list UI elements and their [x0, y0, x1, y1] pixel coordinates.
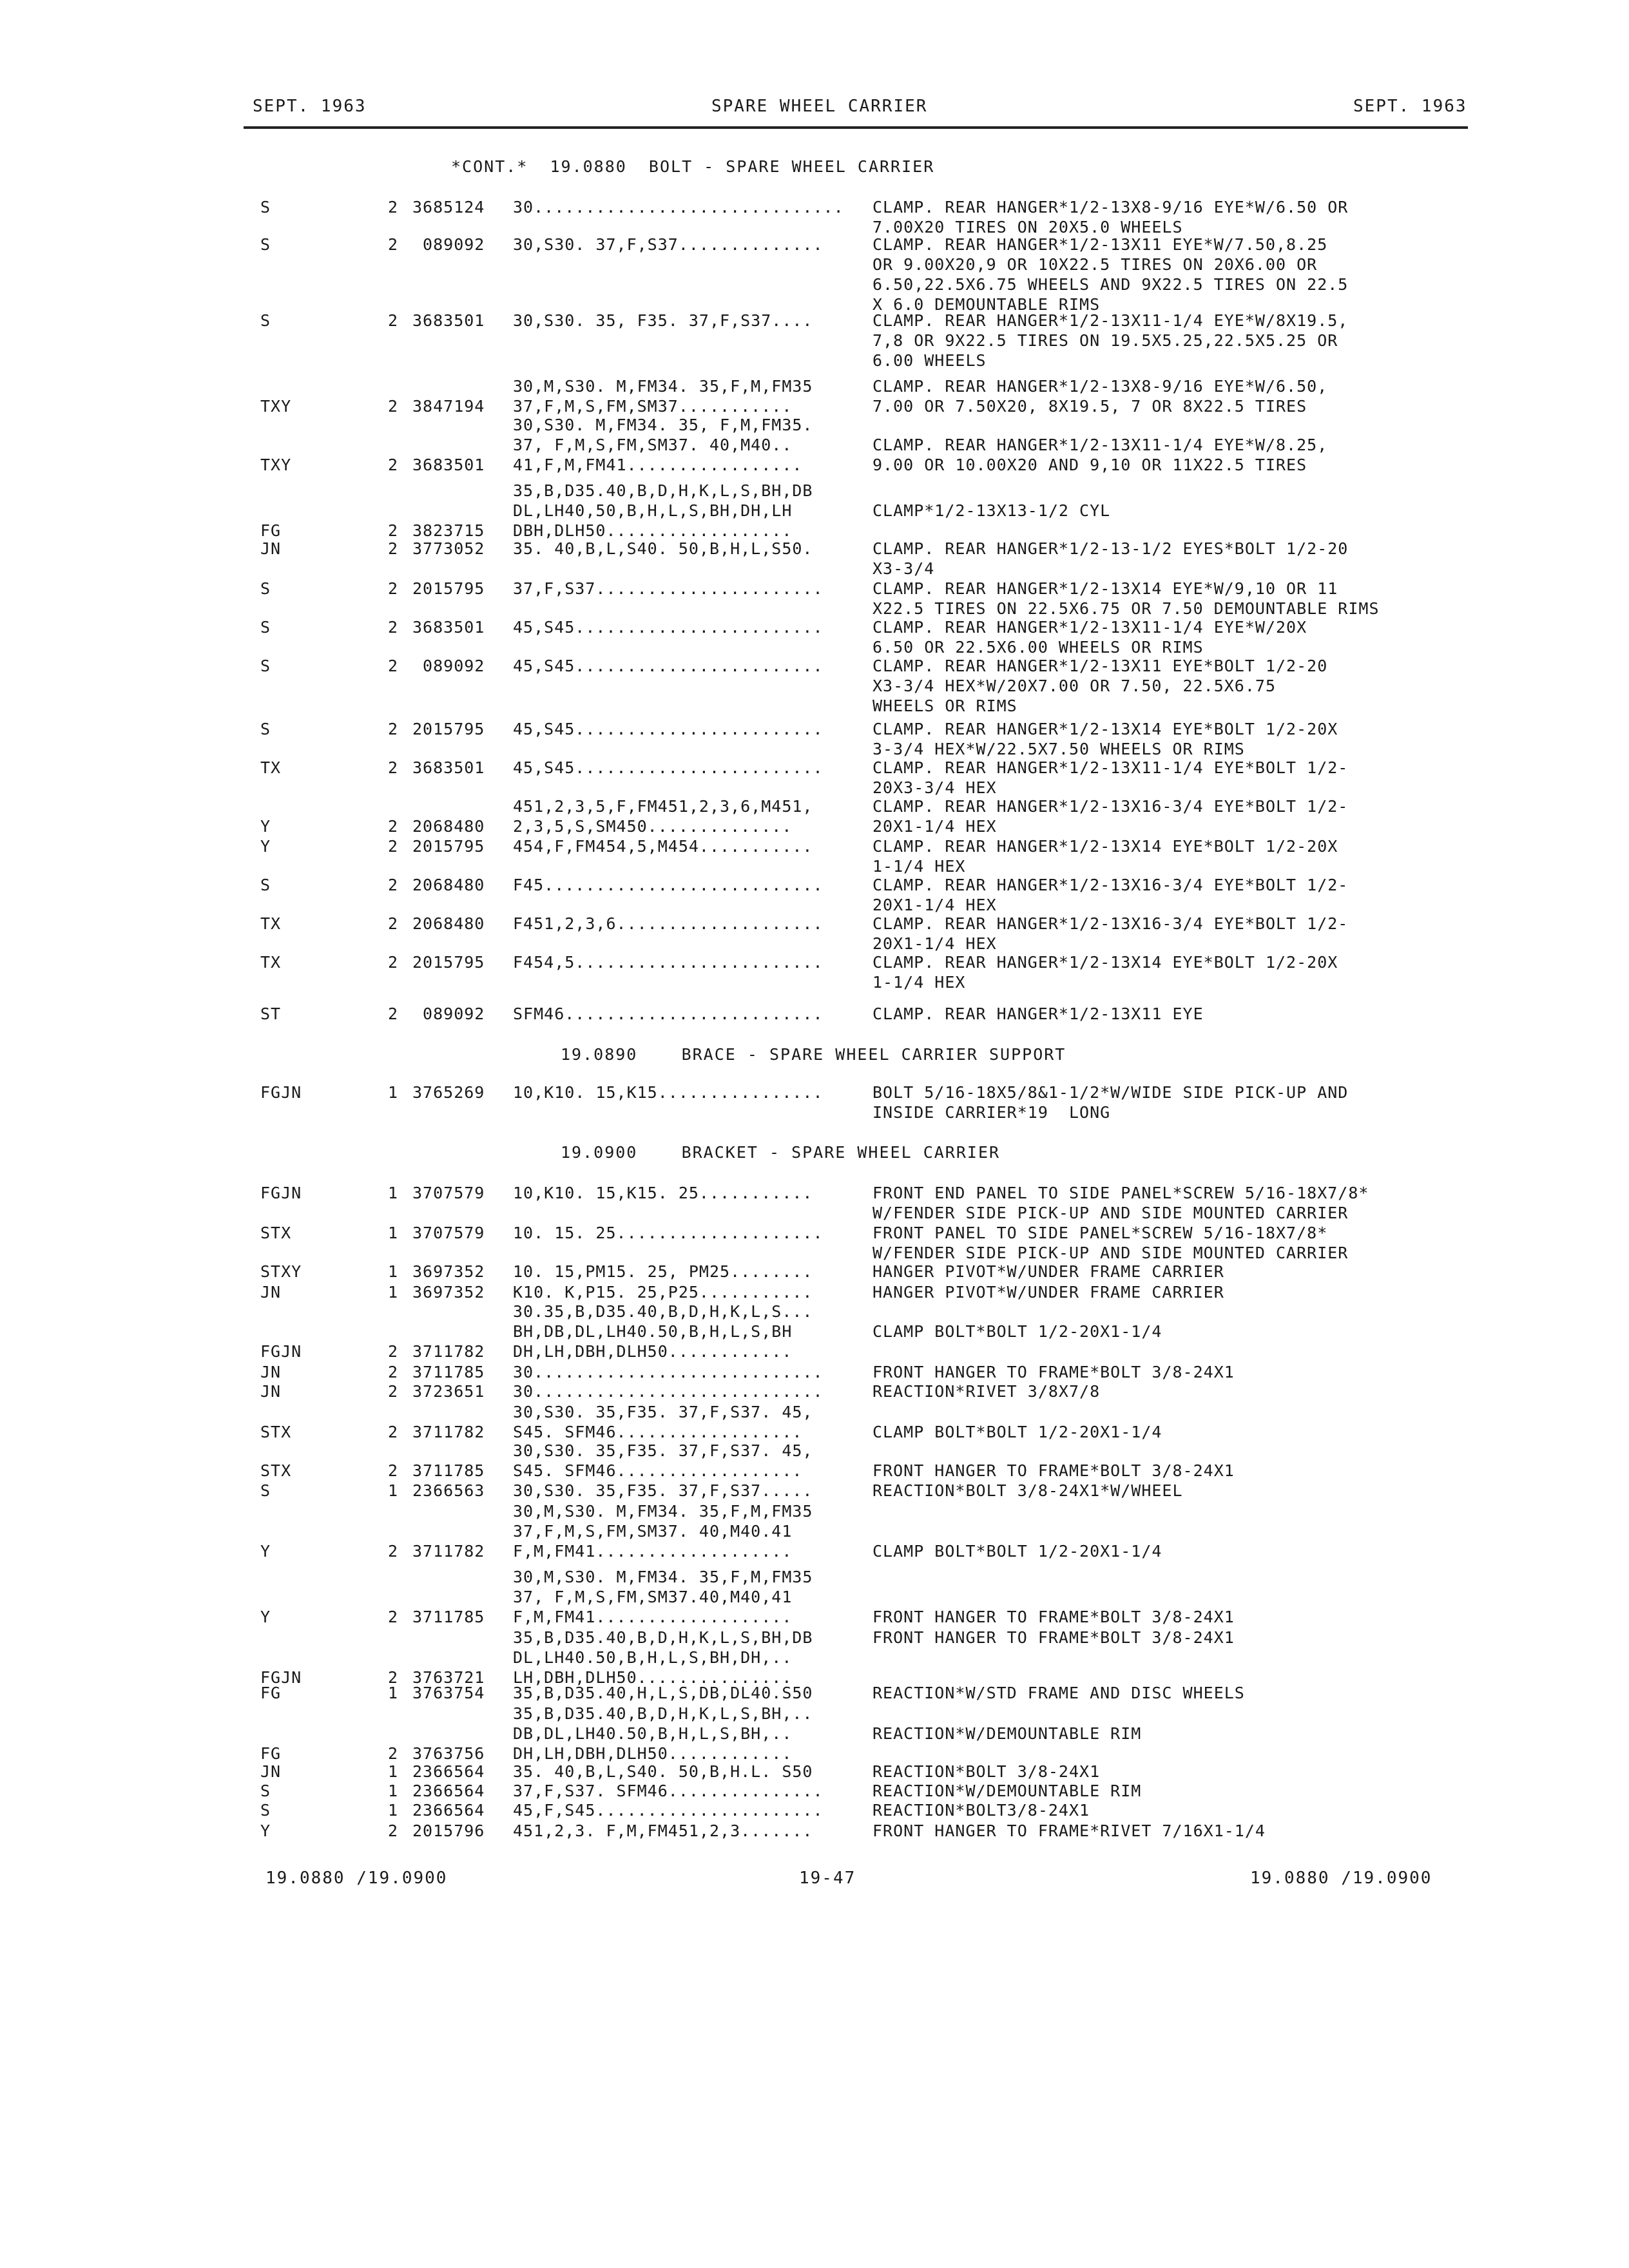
quantity: 2 [388, 235, 399, 254]
application: 30,M,S30. M,FM34. 35,F,M,FM35 37,F,M,S,FM,SM37. 40,M40.41 F,M,FM41................... [513, 1502, 813, 1561]
model-code: STXY [260, 1262, 302, 1281]
description: CLAMP. REAR HANGER*1/2-13-1/2 EYES*BOLT 1/2-20 X3-3/4 [872, 539, 1349, 578]
description: FRONT HANGER TO FRAME*BOLT 3/8-24X1 [872, 1608, 1235, 1626]
description: BOLT 5/16-18X5/8&1-1/2*W/WIDE SIDE PICK-UP AND INSIDE CARRIER*19 LONG [872, 1083, 1349, 1122]
quantity: 2 [388, 1821, 399, 1840]
application: 45,S45........................ [513, 618, 824, 637]
description: REACTION*W/DEMOUNTABLE RIM [872, 1724, 1142, 1743]
quantity: 1 [388, 1782, 399, 1800]
header-title: SPARE WHEEL CARRIER [711, 97, 928, 116]
header-rule [244, 126, 1468, 129]
part-number: 2015795 [412, 837, 485, 856]
part-number: 089092 [412, 1004, 485, 1023]
model-code: STX [260, 1224, 292, 1242]
model-code: FG [260, 1684, 282, 1702]
description: CLAMP. REAR HANGER*1/2-13X11-1/4 EYE*W/8.25, 9.00 OR 10.00X20 AND 9,10 OR 11X22.5 TIRES [872, 436, 1328, 474]
description: CLAMP. REAR HANGER*1/2-13X14 EYE*W/9,10 OR 11 X22.5 TIRES ON 22.5X6.75 OR 7.50 DEMOUNTABLE RIMS [872, 579, 1380, 618]
part-number: 2068480 [412, 914, 485, 933]
application: F454,5........................ [513, 953, 824, 972]
model-code: S [260, 311, 271, 330]
part-number: 3763754 [412, 1684, 485, 1702]
model-code: S [260, 657, 271, 675]
quantity: 2 [388, 720, 399, 738]
part-number: 089092 [412, 235, 485, 254]
header-left-date: SEPT. 1963 [253, 97, 367, 116]
model-code: JN [260, 1382, 282, 1401]
part-number: 3683501 [412, 311, 485, 330]
section-title: 19.0900 BRACKET - SPARE WHEEL CARRIER [561, 1143, 1001, 1162]
description: CLAMP. REAR HANGER*1/2-13X16-3/4 EYE*BOLT 1/2- 20X1-1/4 HEX [872, 914, 1349, 953]
quantity: 1 [388, 1801, 399, 1820]
part-number: 3711782 [412, 1342, 485, 1361]
quantity: 2 [388, 456, 399, 474]
model-code: Y [260, 1821, 271, 1840]
quantity: 2 [388, 1608, 399, 1626]
application: 35,B,D35.40,B,D,H,K,L,S,BH,DB DL,LH40.50,B,H,L,S,BH,DH,.. LH,DBH,DLH50............... [513, 1628, 813, 1687]
quantity: 2 [388, 539, 399, 558]
model-code: S [260, 876, 271, 894]
description: REACTION*BOLT3/8-24X1 [872, 1801, 1090, 1820]
application: 451,2,3. F,M,FM451,2,3....... [513, 1821, 813, 1840]
part-number: 3707579 [412, 1184, 485, 1202]
model-code: STX [260, 1423, 292, 1441]
quantity: 2 [388, 1423, 399, 1441]
application: 30,M,S30. M,FM34. 35,F,M,FM35 37, F,M,S,FM,SM37.40,M40,41 F,M,FM41................... [513, 1568, 813, 1626]
quantity: 2 [388, 817, 399, 836]
part-number: 3711785 [412, 1461, 485, 1480]
application: 30.35,B,D35.40,B,D,H,K,L,S... BH,DB,DL,LH40.50,B,H,L,S,BH DH,LH,DBH,DLH50............ [513, 1302, 813, 1361]
application: 451,2,3,5,F,FM451,2,3,6,M451, 2,3,5,S,SM450.............. [513, 797, 813, 836]
description: HANGER PIVOT*W/UNDER FRAME CARRIER [872, 1283, 1224, 1302]
model-code: S [260, 198, 271, 216]
part-number: 2068480 [412, 876, 485, 894]
application: 45,F,S45...................... [513, 1801, 824, 1820]
part-number: 3711785 [412, 1363, 485, 1381]
part-number: 2366564 [412, 1801, 485, 1820]
part-number: 3697352 [412, 1283, 485, 1302]
model-code: STX [260, 1461, 292, 1480]
part-number: 3711785 [412, 1608, 485, 1626]
footer-left-range: 19.0880 /19.0900 [265, 1869, 448, 1888]
quantity: 2 [388, 758, 399, 777]
model-code: Y [260, 837, 271, 856]
application: 30,S30. 35,F35. 37,F,S37. 45, S45. SFM46.................. [513, 1441, 813, 1480]
description: HANGER PIVOT*W/UNDER FRAME CARRIER [872, 1262, 1224, 1281]
part-number: 3773052 [412, 539, 485, 558]
description: CLAMP. REAR HANGER*1/2-13X16-3/4 EYE*BOLT 1/2- 20X1-1/4 HEX [872, 797, 1349, 836]
quantity: 1 [388, 1184, 399, 1202]
application: 45,S45........................ [513, 720, 824, 738]
quantity: 1 [388, 1283, 399, 1302]
model-code: S [260, 720, 271, 738]
part-number: 3685124 [412, 198, 485, 216]
model-code: S [260, 235, 271, 254]
model-code: JN [260, 1762, 282, 1781]
quantity: 2 [388, 618, 399, 637]
description: CLAMP. REAR HANGER*1/2-13X11-1/4 EYE*BOLT 1/2- 20X3-3/4 HEX [872, 758, 1349, 797]
part-number: 2366564 [412, 1782, 485, 1800]
model-code: S [260, 1801, 271, 1820]
application: 30.............................. [513, 198, 844, 216]
application: 45,S45........................ [513, 657, 824, 675]
quantity: 1 [388, 1262, 399, 1281]
application: 30,S30. M,FM34. 35, F,M,FM35. 37, F,M,S,FM,SM37. 40,M40.. 41,F,M,FM41................. [513, 416, 813, 474]
model-code: FGJN [260, 1668, 302, 1687]
model-code: TXY [260, 456, 292, 474]
application: 454,F,FM454,5,M454........... [513, 837, 813, 856]
description: CLAMP. REAR HANGER*1/2-13X8-9/16 EYE*W/6.50 OR 7.00X20 TIRES ON 20X5.0 WHEELS [872, 198, 1349, 236]
description: CLAMP. REAR HANGER*1/2-13X14 EYE*BOLT 1/2-20X 1-1/4 HEX [872, 953, 1338, 992]
application: 35,B,D35.40,H,L,S,DB,DL40.S50 [513, 1684, 813, 1702]
description: CLAMP. REAR HANGER*1/2-13X14 EYE*BOLT 1/2-20X 1-1/4 HEX [872, 837, 1338, 876]
model-code: TXY [260, 397, 292, 416]
model-code: FG [260, 521, 282, 540]
part-number: 3683501 [412, 618, 485, 637]
model-code: TX [260, 758, 282, 777]
application: 10,K10. 15,K15................ [513, 1083, 824, 1102]
model-code: FGJN [260, 1184, 302, 1202]
part-number: 3697352 [412, 1262, 485, 1281]
description: REACTION*W/DEMOUNTABLE RIM [872, 1782, 1142, 1800]
application: F451,2,3,6.................... [513, 914, 824, 933]
part-number: 3711782 [412, 1542, 485, 1561]
quantity: 1 [388, 1481, 399, 1500]
application: F45........................... [513, 876, 824, 894]
model-code: TX [260, 914, 282, 933]
part-number: 3711782 [412, 1423, 485, 1441]
part-number: 3723651 [412, 1382, 485, 1401]
description: CLAMP. REAR HANGER*1/2-13X11-1/4 EYE*W/8X19.5, 7,8 OR 9X22.5 TIRES ON 19.5X5.25,22.5X5.25 OR 6.00 WHEELS [872, 311, 1349, 370]
description: CLAMP. REAR HANGER*1/2-13X16-3/4 EYE*BOLT 1/2- 20X1-1/4 HEX [872, 876, 1349, 914]
part-number: 2015795 [412, 579, 485, 598]
description: FRONT HANGER TO FRAME*RIVET 7/16X1-1/4 [872, 1821, 1266, 1840]
description: FRONT END PANEL TO SIDE PANEL*SCREW 5/16-18X7/8* W/FENDER SIDE PICK-UP AND SIDE MOUNTED CARRIER [872, 1184, 1369, 1222]
model-code: Y [260, 817, 271, 836]
quantity: 2 [388, 1744, 399, 1763]
description: REACTION*BOLT 3/8-24X1*W/WHEEL [872, 1481, 1183, 1500]
description: REACTION*BOLT 3/8-24X1 [872, 1762, 1101, 1781]
quantity: 2 [388, 1461, 399, 1480]
description: REACTION*W/STD FRAME AND DISC WHEELS [872, 1684, 1245, 1702]
model-code: FGJN [260, 1342, 302, 1361]
application: 10. 15. 25.................... [513, 1224, 824, 1242]
description: FRONT HANGER TO FRAME*BOLT 3/8-24X1 [872, 1628, 1235, 1647]
description: REACTION*RIVET 3/8X7/8 [872, 1382, 1101, 1401]
application: 10,K10. 15,K15. 25........... [513, 1184, 813, 1202]
part-number: 3683501 [412, 758, 485, 777]
application: 30............................ [513, 1363, 824, 1381]
part-number: 2366563 [412, 1481, 485, 1500]
model-code: Y [260, 1542, 271, 1561]
description: FRONT HANGER TO FRAME*BOLT 3/8-24X1 [872, 1363, 1235, 1381]
page-number: 19-47 [799, 1869, 856, 1888]
quantity: 2 [388, 1382, 399, 1401]
application: SFM46......................... [513, 1004, 824, 1023]
application: K10. K,P15. 25,P25........... [513, 1283, 813, 1302]
quantity: 2 [388, 657, 399, 675]
description: FRONT PANEL TO SIDE PANEL*SCREW 5/16-18X7/8* W/FENDER SIDE PICK-UP AND SIDE MOUNTED CARRIER [872, 1224, 1349, 1262]
quantity: 2 [388, 1342, 399, 1361]
model-code: JN [260, 1363, 282, 1381]
description: CLAMP BOLT*BOLT 1/2-20X1-1/4 [872, 1542, 1162, 1561]
application: 35. 40,B,L,S40. 50,B,H,L,S50. [513, 539, 813, 558]
application: 30............................ [513, 1382, 824, 1401]
part-number: 2015795 [412, 720, 485, 738]
model-code: S [260, 1782, 271, 1800]
application: 35,B,D35.40,B,D,H,K,L,S,BH,DB DL,LH40,50,B,H,L,S,BH,DH,LH DBH,DLH50.................. [513, 481, 813, 540]
quantity: 2 [388, 1363, 399, 1381]
application: 30,S30. 35, F35. 37,F,S37.... [513, 311, 813, 330]
model-code: JN [260, 1283, 282, 1302]
section-title: *CONT.* 19.0880 BOLT - SPARE WHEEL CARRIER [451, 157, 935, 176]
part-number: 3765269 [412, 1083, 485, 1102]
part-number: 3823715 [412, 521, 485, 540]
quantity: 1 [388, 1224, 399, 1242]
part-number: 089092 [412, 657, 485, 675]
description: CLAMP. REAR HANGER*1/2-13X8-9/16 EYE*W/6.50, 7.00 OR 7.50X20, 8X19.5, 7 OR 8X22.5 TIRES [872, 377, 1328, 416]
section-title: 19.0890 BRACE - SPARE WHEEL CARRIER SUPPORT [561, 1045, 1066, 1064]
model-code: Y [260, 1608, 271, 1626]
application: 35. 40,B,L,S40. 50,B,H.L. S50 [513, 1762, 813, 1781]
application: 37,F,S37. SFM46............... [513, 1782, 824, 1800]
quantity: 2 [388, 311, 399, 330]
part-number: 3847194 [412, 397, 485, 416]
application: 10. 15,PM15. 25, PM25........ [513, 1262, 813, 1281]
application: 37,F,S37...................... [513, 579, 824, 598]
description: CLAMP BOLT*BOLT 1/2-20X1-1/4 [872, 1322, 1162, 1341]
quantity: 2 [388, 1004, 399, 1023]
footer-right-range: 19.0880 /19.0900 [1250, 1869, 1432, 1888]
quantity: 1 [388, 1684, 399, 1702]
description: CLAMP. REAR HANGER*1/2-13X14 EYE*BOLT 1/2-20X 3-3/4 HEX*W/22.5X7.50 WHEELS OR RIMS [872, 720, 1338, 758]
quantity: 1 [388, 1762, 399, 1781]
application: 45,S45........................ [513, 758, 824, 777]
description: CLAMP BOLT*BOLT 1/2-20X1-1/4 [872, 1423, 1162, 1441]
model-code: JN [260, 539, 282, 558]
description: CLAMP. REAR HANGER*1/2-13X11 EYE*W/7.50,8.25 OR 9.00X20,9 OR 10X22.5 TIRES ON 20X6.00 OR 6.50,22.5X6.75 WHEELS AND 9X22.5 TIRES ON 22.5 X 6.0 DEMOUNTABLE RIMS [872, 235, 1349, 314]
application: 30,S30. 35,F35. 37,F,S37. 45, S45. SFM46.................. [513, 1403, 813, 1441]
description: FRONT HANGER TO FRAME*BOLT 3/8-24X1 [872, 1461, 1235, 1480]
part-number: 2068480 [412, 817, 485, 836]
quantity: 2 [388, 521, 399, 540]
part-number: 3683501 [412, 456, 485, 474]
model-code: S [260, 579, 271, 598]
application: 30,S30. 37,F,S37.............. [513, 235, 824, 254]
part-number: 2015796 [412, 1821, 485, 1840]
quantity: 2 [388, 953, 399, 972]
application: 35,B,D35.40,B,D,H,K,L,S,BH,.. DB,DL,LH40.50,B,H,L,S,BH,.. DH,LH,DBH,DLH50............ [513, 1704, 813, 1763]
header-right-date: SEPT. 1963 [1353, 97, 1467, 116]
description: CLAMP. REAR HANGER*1/2-13X11 EYE [872, 1004, 1204, 1023]
quantity: 1 [388, 1083, 399, 1102]
part-number: 2366564 [412, 1762, 485, 1781]
part-number: 2015795 [412, 953, 485, 972]
model-code: FG [260, 1744, 282, 1763]
description: CLAMP*1/2-13X13-1/2 CYL [872, 501, 1111, 520]
quantity: 2 [388, 837, 399, 856]
description: CLAMP. REAR HANGER*1/2-13X11 EYE*BOLT 1/2-20 X3-3/4 HEX*W/20X7.00 OR 7.50, 22.5X6.75 WHEELS OR RIMS [872, 657, 1328, 715]
quantity: 2 [388, 198, 399, 216]
part-number: 3763756 [412, 1744, 485, 1763]
quantity: 2 [388, 914, 399, 933]
description: CLAMP. REAR HANGER*1/2-13X11-1/4 EYE*W/20X 6.50 OR 22.5X6.00 WHEELS OR RIMS [872, 618, 1307, 657]
part-number: 3707579 [412, 1224, 485, 1242]
quantity: 2 [388, 579, 399, 598]
model-code: ST [260, 1004, 282, 1023]
application: 30,M,S30. M,FM34. 35,F,M,FM35 37,F,M,S,FM,SM37........... [513, 377, 813, 416]
quantity: 2 [388, 876, 399, 894]
part-number: 3763721 [412, 1668, 485, 1687]
quantity: 2 [388, 1542, 399, 1561]
quantity: 2 [388, 1668, 399, 1687]
model-code: S [260, 618, 271, 637]
application: 30,S30. 35,F35. 37,F,S37..... [513, 1481, 813, 1500]
model-code: S [260, 1481, 271, 1500]
model-code: TX [260, 953, 282, 972]
model-code: FGJN [260, 1083, 302, 1102]
quantity: 2 [388, 397, 399, 416]
